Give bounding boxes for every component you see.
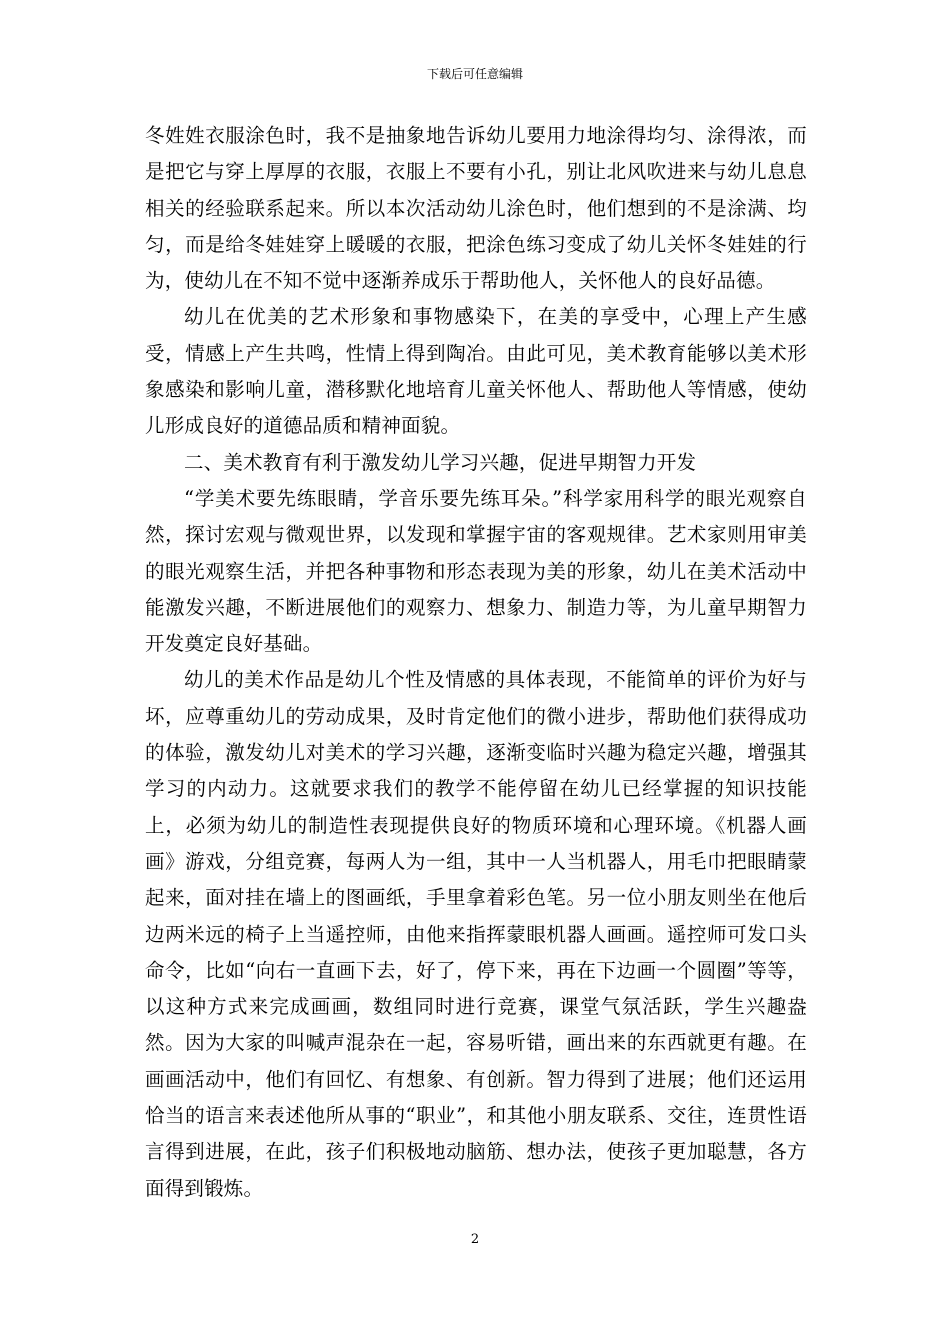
document-body [145,118,807,1207]
paragraph: 幼儿在优美的艺术形象和事物感染下，在美的享受中，心理上产生感受，情感上产生共鸣，性情上得到陶冶。由此可见，美术教育能够以美术形象感染和影响儿童，潜移默化地培育儿童关怀他人、帮助他人等情感，使幼儿形成良好的道德品质和精神面貌。 [145,305,807,438]
paragraph-continuation: 冬姓姓衣服涂色时，我不是抽象地告诉幼儿要用力地涂得均匀、涂得浓，而是把它与穿上厚厚的衣服，衣服上不要有小孔，别让北风吹进来与幼儿息息相关的经验联系起来。所以本次活动幼儿涂色时，他们想到的不是涂满、均匀，而是给冬娃娃穿上暖暖的衣服，把涂色练习变成了幼儿关怀冬娃娃的行为，使幼儿在不知不觉中逐渐养成乐于帮助他人，关怀他人的良好品德。 [145,124,807,293]
page-header: 下载后可任意编辑 [426,67,523,81]
section-heading: 二、美术教育有利于激发幼儿学习兴趣，促进早期智力开发 [184,450,697,474]
paragraph: 幼儿的美术作品是幼儿个性及情感的具体表现，不能简单的评价为好与坏，应尊重幼儿的劳动成果，及时肯定他们的微小进步，帮助他们获得成功的体验，激发幼儿对美术的学习兴趣，逐渐变临时兴趣为稳定兴趣，增强其学习的内动力。这就要求我们的教学不能停留在幼儿已经掌握的知识技能上，必须为幼儿的制造性表现提供良好的物质环境和心理环境。《机器人画画》游戏，分组竞赛，每两人为一组，其中一人当机器人，用毛巾把眼睛蒙起来，面对挂在墙上的图画纸，手里拿着彩色笔。另一位小朋友则坐在他后边两米远的椅子上当遥控师，由他来指挥蒙眼机器人画画。遥控师可发口头命令，比如“向右一直画下去，好了，停下来，再在下边画一个圆圈”等等，以这种方式来完成画画，数组同时进行竞赛，课堂气氛活跃，学生兴趣盎然。因为大家的叫喊声混杂在一起，容易听错，画出来的东西就更有趣。在画画活动中，他们有回忆、有想象、有创新。智力得到了进展；他们还运用恰当的语言来表述他所从事的“职业”，和其他小朋友联系、交往，连贯性语言得到进展，在此，孩子们积极地动脑筋、想办法，使孩子更加聪慧，各方面得到锻炼。 [145,668,807,1200]
page-number: 2 [470,1232,480,1247]
paragraph: “学美术要先练眼睛，学音乐要先练耳朵。”科学家用科学的眼光观察自然，探讨宏观与微观世界，以发现和掌握宇宙的客观规律。艺术家则用审美的眼光观察生活，并把各种事物和形态表现为美的形象，幼儿在美术活动中能激发兴趣，不断进展他们的观察力、想象力、制造力等，为儿童早期智力开发奠定良好基础。 [145,486,807,656]
